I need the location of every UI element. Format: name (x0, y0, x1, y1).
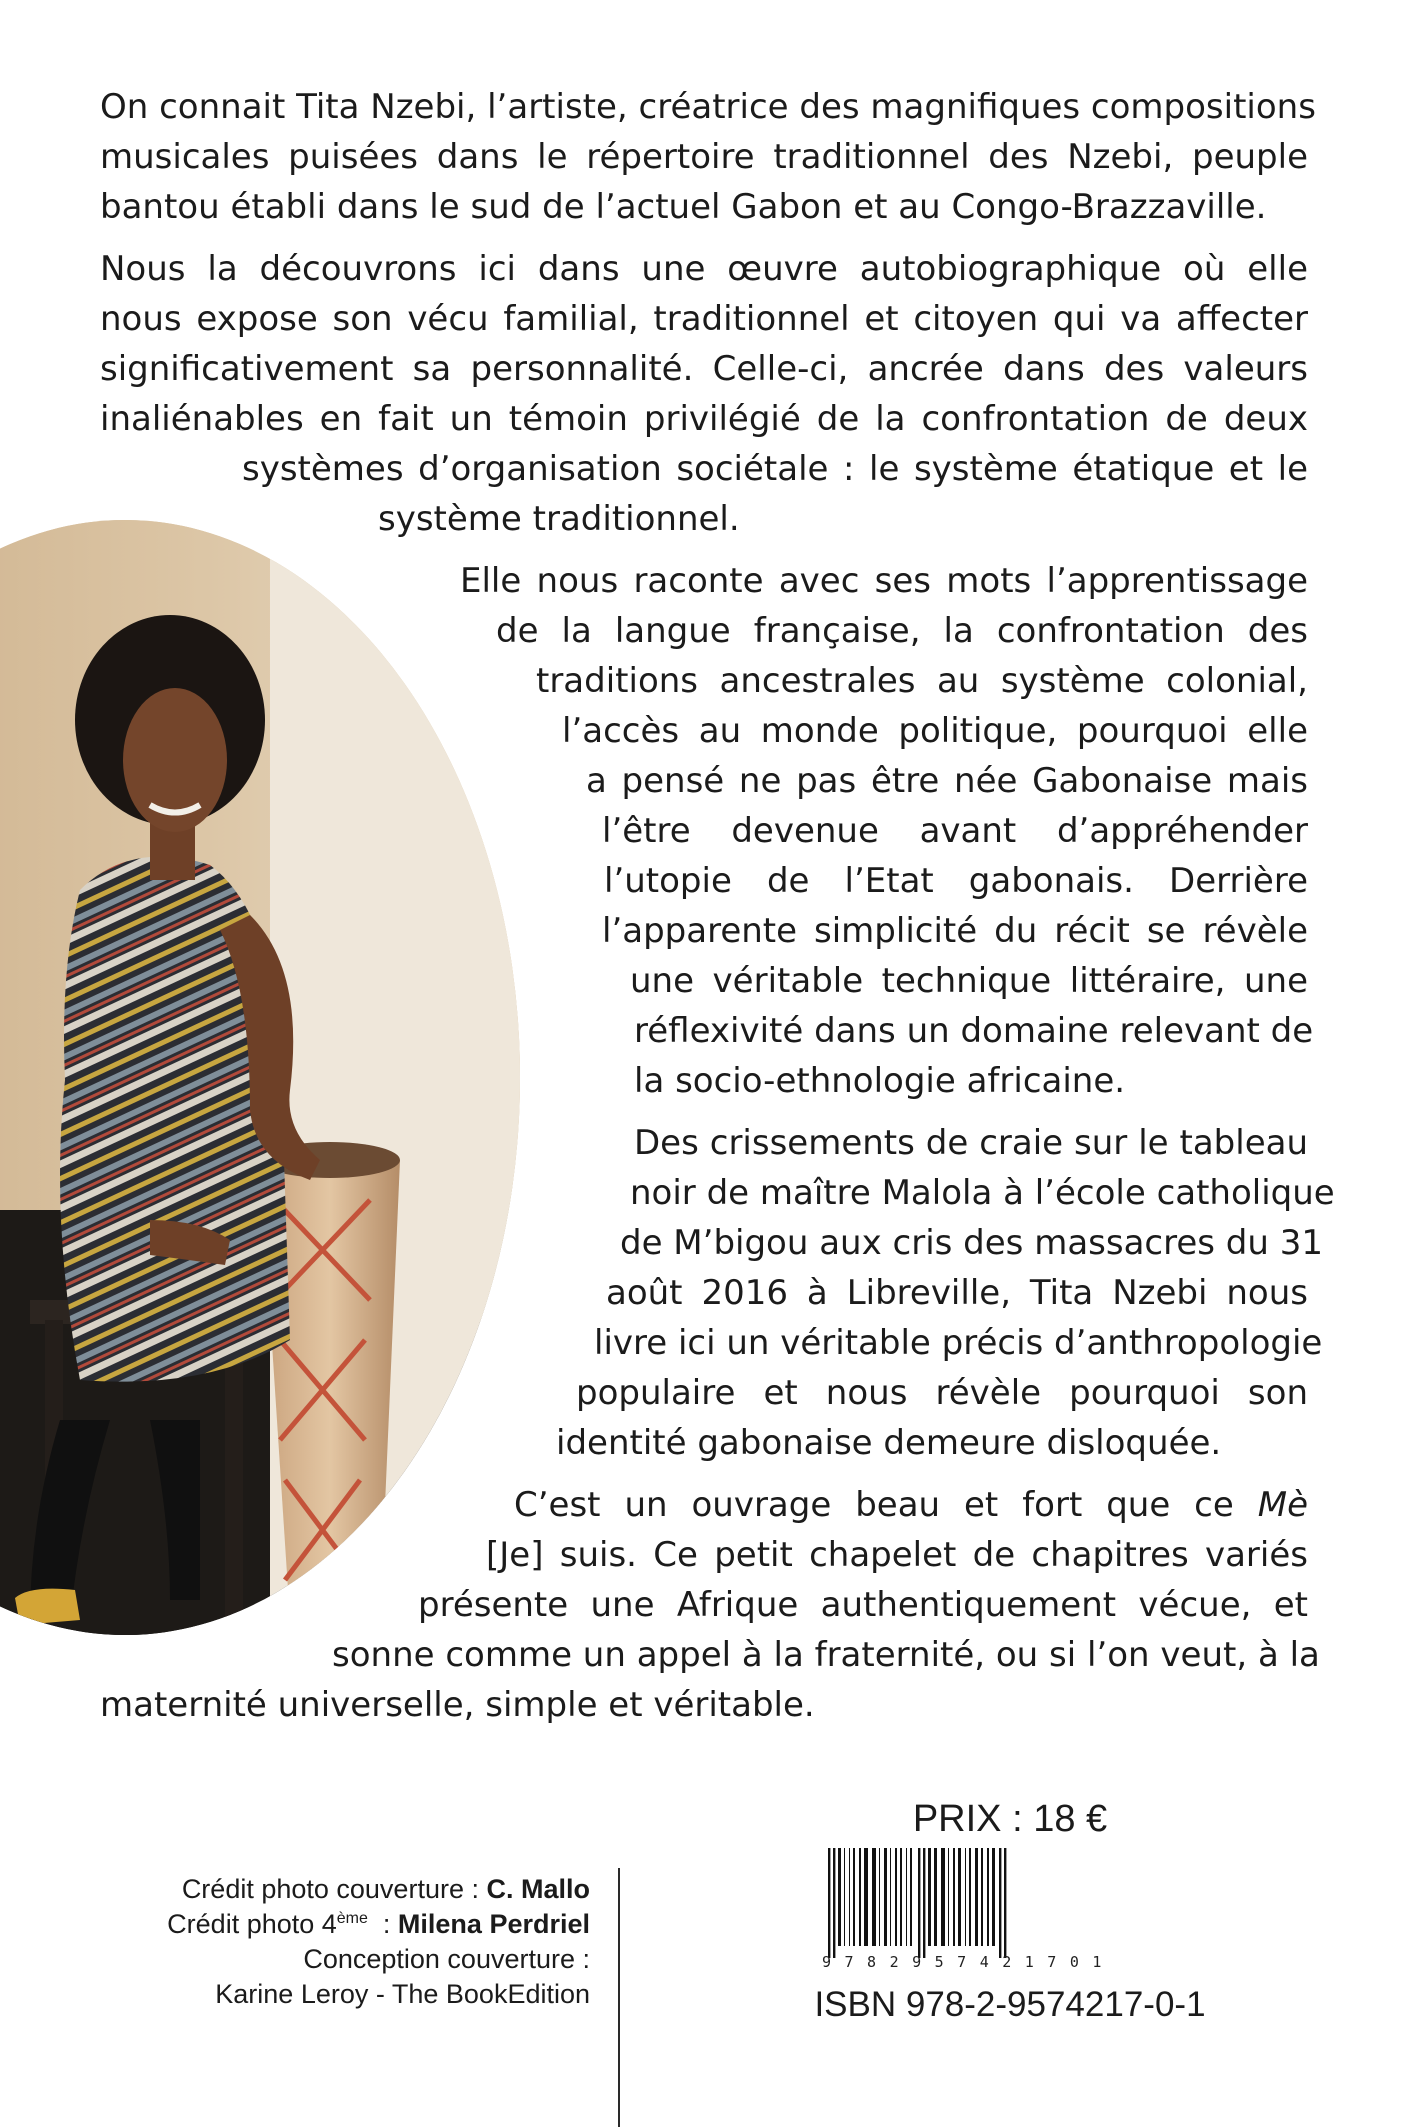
text-line: bantou établi dans le sud de l’actuel Gabon et au Congo-Brazzaville. (100, 187, 1267, 227)
text-line: noir de maître Malola à l’école catholique (630, 1173, 1335, 1213)
barcode-bar (918, 1848, 920, 1958)
barcode-bar (859, 1848, 861, 1946)
text-line: de M’bigou aux cris des massacres du 31 (620, 1223, 1323, 1263)
paragraph-2 (100, 244, 1308, 544)
text-line: sonne comme un appel à la fraternité, ou si l’on veut, à la (332, 1635, 1320, 1675)
barcode-bar (833, 1848, 835, 1958)
text-line: identité gabonaise demeure disloquée. (556, 1423, 1222, 1463)
barcode-bar (987, 1848, 989, 1946)
barcode-bar (853, 1848, 855, 1946)
text-line: [Je] suis. Ce petit chapelet de chapitres variés (486, 1535, 1308, 1575)
barcode-bar (884, 1848, 887, 1946)
barcode-bar (948, 1848, 949, 1946)
price-label: PRIX : 18 € (912, 1798, 1108, 1840)
credit-line-cover: Crédit photo couverture : C. Mallo (181, 1874, 590, 1904)
barcode-bar (934, 1848, 937, 1946)
text-line: musicales puisées dans le répertoire traditionnel des Nzebi, peuple (100, 137, 1308, 177)
text-line (100, 1480, 1308, 1530)
barcode-bar (864, 1848, 868, 1946)
text-line: l’accès au monde politique, pourquoi elle (562, 711, 1308, 751)
credit-line-back: Crédit photo 4ème : Milena Perdriel (167, 1909, 590, 1939)
blurb-text (100, 82, 1335, 1742)
barcode-bar (965, 1848, 966, 1946)
text-line: On connait Tita Nzebi, l’artiste, créatrice des magnifiques compositions (100, 87, 1316, 127)
paragraph-3 (100, 556, 1314, 1106)
text-line: la socio-ethnologie africaine. (634, 1061, 1126, 1101)
text-line: de la langue française, la confrontation des (496, 611, 1308, 651)
text-line: Elle nous raconte avec ses mots l’apprentissage (460, 561, 1308, 601)
barcode-bar (975, 1848, 978, 1946)
text-line: systèmes d’organisation sociétale : le système étatique et le (242, 449, 1308, 489)
barcode-bar (910, 1848, 912, 1946)
text-line: Nous la découvrons ici dans une œuvre autobiographique où elle (100, 249, 1308, 289)
barcode-bar (999, 1848, 1001, 1958)
book-title-italic: Mè (1257, 1485, 1308, 1525)
barcode-bar (900, 1848, 902, 1946)
barcode-bar (923, 1848, 925, 1958)
barcode-bar (872, 1848, 876, 1946)
barcode-bar (992, 1848, 995, 1946)
barcode-bar (1004, 1848, 1006, 1958)
text-fragment: C’est un ouvrage beau et fort que ce (514, 1485, 1258, 1525)
text-line: significativement sa personnalité. Celle-ci, ancrée dans des valeurs (100, 349, 1308, 389)
text-line: traditions ancestrales au système colonial, (536, 661, 1308, 701)
barcode-bar (906, 1848, 907, 1946)
paragraph-5 (100, 1480, 1320, 1730)
paragraph-4 (100, 1118, 1335, 1468)
barcode-bar (844, 1848, 845, 1946)
isbn-label: ISBN 978-2-9574217-0-1 (814, 1985, 1206, 2024)
credit-line-designer: Karine Leroy - The BookEdition (215, 1979, 590, 2009)
barcode-bars (822, 1848, 1182, 1958)
barcode-bar (838, 1848, 841, 1946)
barcode-bar (849, 1848, 850, 1946)
vertical-divider (618, 1868, 620, 2127)
photo-credits (120, 1872, 590, 2012)
barcode-digits: 9782957421701 (822, 1953, 1115, 1971)
barcode-bar (828, 1848, 830, 1958)
barcode-bar (981, 1848, 983, 1946)
barcode-bar (969, 1848, 971, 1946)
paragraph-1 (100, 82, 1316, 232)
text-line: l’utopie de l’Etat gabonais. Derrière (604, 861, 1308, 901)
barcode-bar (879, 1848, 880, 1946)
text-line: a pensé ne pas être née Gabonaise mais (586, 761, 1308, 801)
barcode-bar (928, 1848, 931, 1946)
text-line: une véritable technique littéraire, une (630, 961, 1308, 1001)
text-line: août 2016 à Libreville, Tita Nzebi nous (606, 1273, 1308, 1313)
text-line: inaliénables en fait un témoin privilégié de la confrontation de deux (100, 399, 1308, 439)
credit-line-design-label: Conception couverture : (303, 1944, 590, 1974)
text-line: populaire et nous révèle pourquoi son (576, 1373, 1308, 1413)
barcode-bar (958, 1848, 961, 1946)
text-line: l’être devenue avant d’appréhender (602, 811, 1308, 851)
barcode-bar (890, 1848, 891, 1946)
text-line: livre ici un véritable précis d’anthropologie (594, 1323, 1323, 1363)
barcode-bar (895, 1848, 897, 1946)
text-line: l’apparente simplicité du récit se révèle (602, 911, 1308, 951)
text-line: nous expose son vécu familial, traditionnel et citoyen qui va affecter (100, 299, 1308, 339)
barcode-bar (953, 1848, 955, 1946)
text-line: Des crissements de craie sur le tableau (634, 1123, 1308, 1163)
barcode-bar (941, 1848, 945, 1946)
text-line: système traditionnel. (378, 499, 740, 539)
text-line: présente une Afrique authentiquement vécue, et (418, 1585, 1308, 1625)
text-line: maternité universelle, simple et véritable. (100, 1685, 815, 1725)
text-line: réflexivité dans un domaine relevant de (634, 1011, 1314, 1051)
